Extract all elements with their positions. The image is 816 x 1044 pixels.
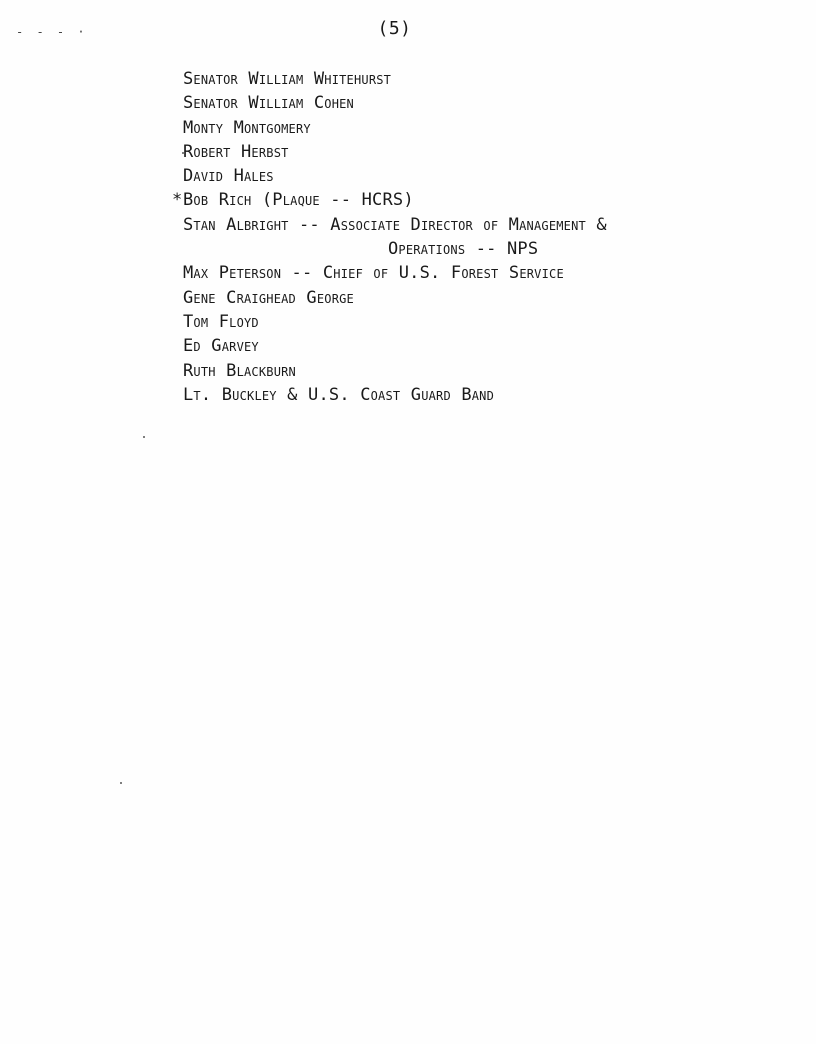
speck-mark: [120, 782, 122, 784]
list-item-text: Stan Albright -- Associate Director of Management &: [183, 214, 607, 235]
list-item: [183, 286, 607, 310]
page-number: (5): [377, 18, 412, 39]
list-item: [183, 164, 607, 188]
list-item: [172, 188, 607, 212]
list-item: [183, 116, 607, 140]
list-item: [183, 334, 607, 358]
list-item-text: Bob Rich (Plaque -- HCRS): [183, 190, 414, 211]
list-item-text: Lt. Buckley & U.S. Coast Guard Band: [183, 384, 495, 405]
list-item-continuation: Operations -- NPS: [388, 239, 539, 260]
list-item-text: Tom Floyd: [183, 311, 259, 332]
list-item: [183, 261, 607, 285]
list-item: [183, 310, 607, 334]
margin-marks: - - - ·: [16, 25, 88, 39]
list-item: [183, 383, 607, 407]
speck-mark: [143, 436, 145, 438]
list-item: [183, 359, 607, 383]
list-item: [183, 91, 607, 115]
list-item-text: David Hales: [183, 166, 274, 187]
list-item-text: Robert Herbst: [183, 141, 289, 162]
list-item-text: Senator William Cohen: [183, 93, 354, 114]
list-item: [183, 67, 607, 91]
list-item: [183, 213, 607, 262]
attendee-list: [172, 67, 607, 407]
list-item-text: Senator William Whitehurst: [183, 69, 392, 89]
list-item-text: Gene Craighead George: [183, 287, 354, 308]
list-item-text: Monty Montgomery: [183, 117, 311, 138]
list-item: [183, 140, 607, 164]
asterisk-mark: *: [172, 190, 183, 211]
list-item-text: Max Peterson -- Chief of U.S. Forest Service: [183, 263, 564, 284]
list-item-text: Ruth Blackburn: [183, 360, 296, 381]
list-item-text: Ed Garvey: [183, 336, 259, 357]
